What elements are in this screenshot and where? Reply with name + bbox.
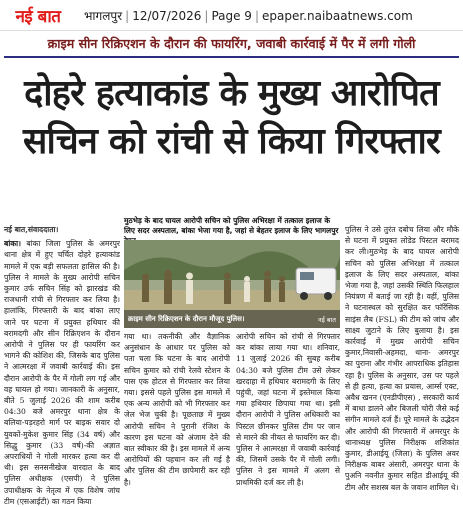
dateline: बांका। [4,239,21,249]
article-column-1 [4,224,120,507]
article-photo-block [124,216,340,328]
photo-caption-bottom: क्राइम सीन रिक्रिएशन के दौरान मौजूद पुलिस। [128,315,245,323]
masthead [0,0,463,31]
headline-line-1: दोहरे हत्याकांड के मुख्य आरोपित [24,73,439,114]
photo-credit: नई बात [318,316,336,324]
kicker-divider [4,56,459,58]
article-headline [4,70,459,166]
headline-line-2: सचिन को रांची से किया गिरफ्तार [23,121,440,162]
column-1-text: बांका जिला पुलिस के अमरपुर थाना क्षेत्र में हुए चर्चित दोहरे हत्याकांड मामले में एक बड़ी सफलता हासिल की है। पुलिस ने मामले के मुख्य आरोपी सचिन कुमार उर्फ सचिन सिंह को झारखंड की राजधानी रांची से गिरफ्तार कर लिया है। हालांकि, गिरफ्तारी के बाद बांका लाए जाने पर घटना में प्रयुक्त हथियार की बरामदगी और सीन रिक्रिएशन के दौरान आरोपी ने पुलिस पर ही फायरिंग कर भागने की कोशिश की, जिसके बाद पुलिस ने आत्मरक्षा में जवाबी कार्रवाई की। इस दौरान आरोपी के पैर में गोली लग गई और वह घायल हो गया। जानकारी के अनुसार, बीते 5 जुलाई 2026 की शाम करीब 04:30 बजे अमरपुर थाना क्षेत्र के बलिया-पड़रहरो मार्ग पर बाइक सवार दो युवकों-मुकेश कुमार सिंह (34 वर्ष) और सिद्धु कुमार (33 वर्ष)-की अज्ञात अपराधियों ने गोली मारकर हत्या कर दी थी। इस सनसनीखेज वारदात के बाद पुलिस अधीक्षक (एसपी) ने पुलिस उपाधीक्षक के नेतृत्व में एक विशेष जांच टीम (एसआईटी) का गठन किया [4,239,120,506]
article-column-4: पुलिस ने उसे तुरंत दबोच लिया और मौके से घटना में प्रयुक्त लोडेड पिस्टल बरामद कर ली।मुठभेड़ के बाद घायल आरोपी सचिन को पुलिस अभिरक्षा में तत्काल इलाज के लिए सदर अस्पताल, बांका भेजा गया है, जहां उसकी स्थिति फिलहाल नियंत्रण में बताई जा रही है। वहीं, पुलिस ने घटनास्थल को सुरक्षित कर फॉरेंसिक साइंस लैब (FSL) की टीम को जांच और साक्ष्य जुटाने के लिए बुलाया है। इस कार्रवाई में मुख्य आरोपी सचिन कुमार,निवासी-अहमदा, थाना- अमरपुर का पुराना और गंभीर आपराधिक इतिहास रहा है। पुलिस के अनुसार, उस पर पहले से ही हत्या, हत्या का प्रयास, आर्म्स एक्ट, अवैध खनन (एनडीपीएस) , सरकारी कार्य में बाधा डालने और बिजली चोरी जैसे कई संगीन मामले दर्ज हैं। पूरे मामले के उद्भेदन और आरोपी की गिरफ्तारी में अमरपुर के थानाध्यक्ष पुलिस निरीक्षक शशिकांत कुमार, डीआईयू (जिला) के पुलिस अवर निरीक्षक बाबर अंसारी, अमरपुर थाना के पुअनि नवनीत कुमार सहित डीआईयू की टीम और सशस्त्र बल के जवान शामिल थे। [345,225,459,492]
separator: | [204,8,209,23]
article-photo[interactable] [124,240,340,328]
separator: | [125,8,130,23]
byline: नई बात,संवाददाता। [4,225,59,234]
article-kicker: क्राइम सीन रिक्रिएशन के दौरान की फायरिंग, जवाबी कार्रवाई में पैर में लगी गोली [47,36,416,51]
article-column-3: आरोपी सचिन को रांची से गिरफ्तार कर बांका लाया गया था। शनिवार, 11 जुलाई 2026 की सुबह करीब 04:30 बजे पुलिस टीम उसे लेकर खरदाहा में हथियार बरामदगी के लिए पहुंची, जहां घटना में इस्तेमाल किया गया हथियार छिपाया गया था। इसी दौरान आरोपी ने पुलिस अधिकारी का पिस्टल छीनकर पुलिस टीम पर जान से मारने की नीयत से फायरिंग कर दी। पुलिस ने आत्मरक्षा में जवाबी कार्रवाई की, जिसमें उसके पैर में गोली लगी। पुलिस ने इस मामले में अलग से प्राथमिकी दर्ज कर ली है। [236,332,340,487]
separator: | [254,8,259,23]
newspaper-logo[interactable]: नई बात [15,6,61,27]
epaper-url[interactable]: epaper.naibaatnews.com [261,8,413,23]
edition-city: भागलपुर [84,8,123,23]
photo-caption-top: मुठभेड़ के बाद घायल आरोपी सचिन को पुलिस अभिरक्षा में तत्काल इलाज के लिए सदर अस्पताल, बांका भेजा गया है, जहां से बेहतर इलाज के लिए भागलपुर [124,216,339,235]
edition-info [84,7,413,24]
page-number: Page 9 [211,8,252,23]
article-column-2: गया था। तकनीकी और वैज्ञानिक अनुसंधान के आधार पर पुलिस को पता चला कि घटना के बाद आरोपी सचिन कुमार को रांची रेलवे स्टेशन के पास एक होटल से गिरफ्तार कर लिया गया। इससे पहले पुलिस इस मामले में एक अन्य आरोपी को भी गिरफ्तार कर जेल भेज चुकी है। पूछताछ में मुख्य आरोपी सचिन ने पुरानी रंजिश के कारण इस घटना को अंजाम देने की बात स्वीकार की है। इस मामले में अन्य आरोपियों की पहचान कर ली गई है और पुलिस की टीम छापेमारी कर रही है। [124,332,230,487]
edition-date: 12/07/2026 [132,8,202,23]
